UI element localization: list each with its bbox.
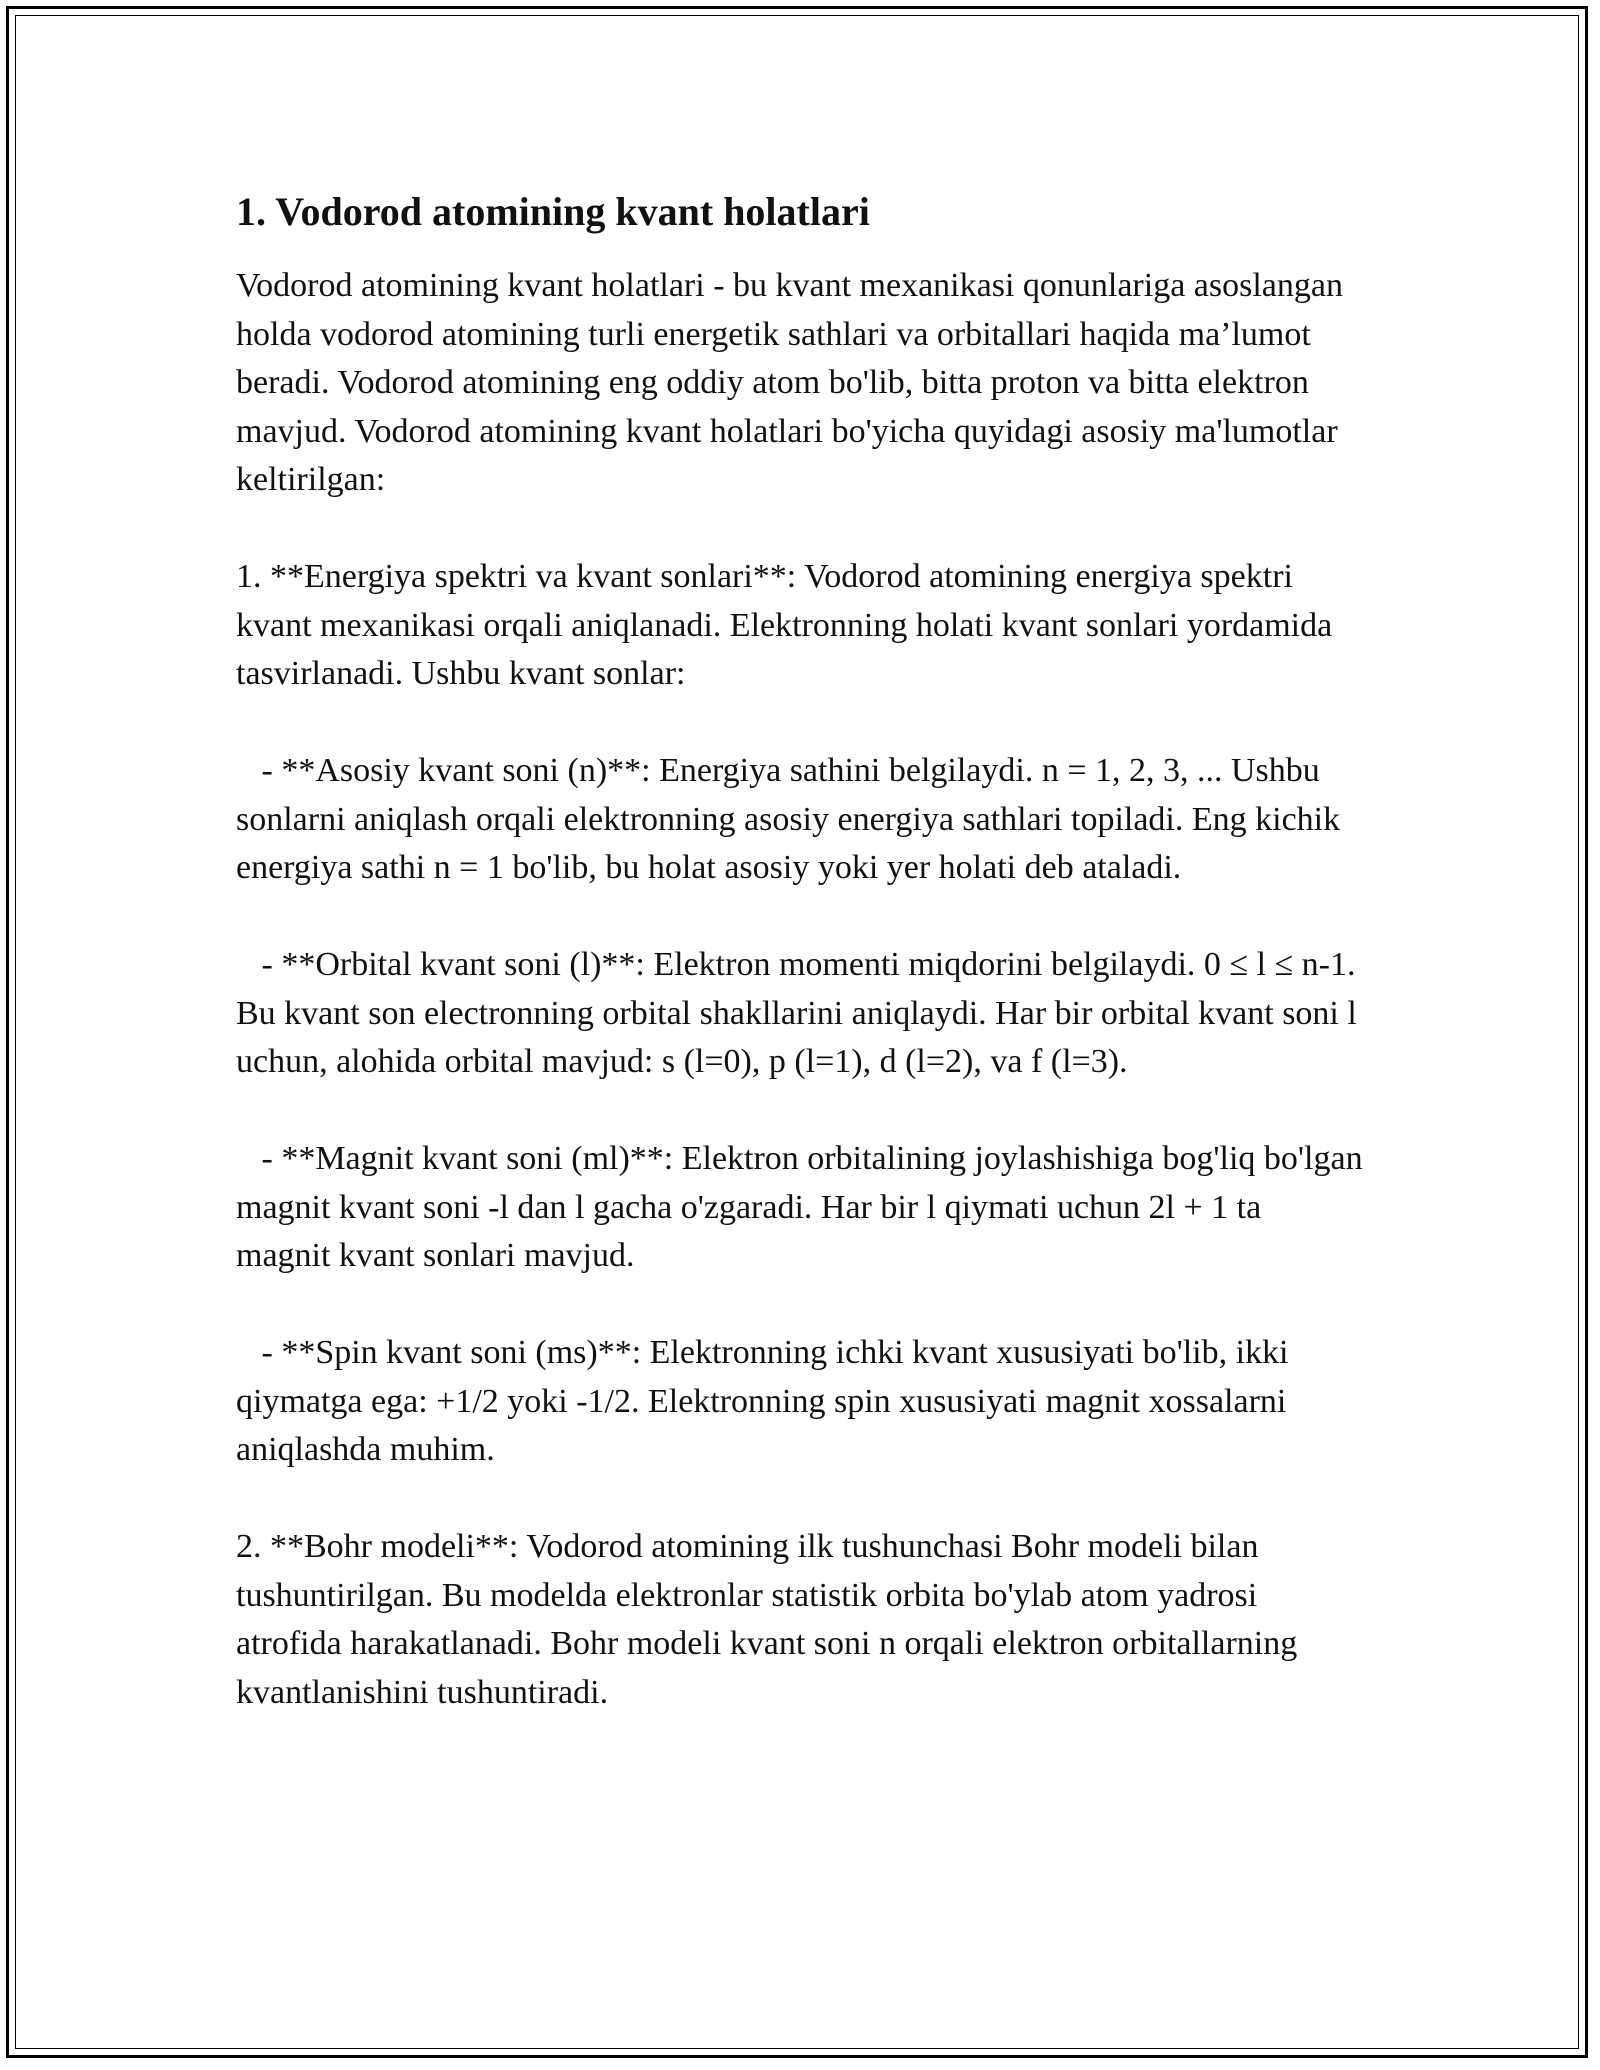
paragraph-gap xyxy=(236,1475,1364,1524)
bohr-model-paragraph: 2. **Bohr modeli**: Vodorod atomining ilk tushunchasi Bohr modeli bilan tushuntirilgan. Bu modelda elektronlar statistik orbita bo'ylab atom yadrosi atrofida harakatlanadi. Bohr modeli kvant soni n orqali elektron orbitallarning kvantlanishini tushuntiradi. xyxy=(236,1528,1306,1711)
principal-quantum-number-paragraph: - **Asosiy kvant soni (n)**: Energiya sathini belgilaydi. n = 1, 2, 3, ... Ushbu sonlarni aniqlash orqali elektronning asosiy energiya sathlari topiladi. Eng kichik energiya sathi n = 1 bo'lib, bu holat asosiy yoki yer holati deb ataladi. xyxy=(236,752,1349,886)
paragraph-gap xyxy=(236,505,1364,554)
paragraph-gap xyxy=(236,1087,1364,1136)
orbital-quantum-number-paragraph: - **Orbital kvant soni (l)**: Elektron momenti miqdorini belgilaydi. 0 ≤ l ≤ n-1. Bu kvant son electronning orbital shakllarini aniqlaydi. Har bir orbital kvant soni l uchun, alohida orbital mavjud: s (l=0), p (l=1), d (l=2), va f (l=3). xyxy=(236,946,1366,1080)
energy-spectrum-paragraph: 1. **Energiya spektri va kvant sonlari**: Vodorod atomining energiya spektri kvant mexanikasi orqali aniqlanadi. Elektronning holati kvant sonlari yordamida tasvirlanadi. Ushbu kvant sonlar: xyxy=(236,558,1341,692)
spin-quantum-number-paragraph: - **Spin kvant soni (ms)**: Elektronning ichki kvant xususiyati bo'lib, ikki qiymatga ega: +1/2 yoki -1/2. Elektronning spin xususiyati magnit xossalarni aniqlashda muhim. xyxy=(236,1334,1298,1468)
paragraph-gap xyxy=(236,893,1364,942)
magnetic-quantum-number-paragraph: - **Magnit kvant soni (ml)**: Elektron orbitalining joylashishiga bog'liq bo'lgan magnit kvant soni -l dan l gacha o'zgaradi. Har bir l qiymati uchun 2l + 1 ta magnit kvant sonlari mavjud. xyxy=(236,1140,1372,1274)
document-title: 1. Vodorod atomining kvant holatlari xyxy=(236,189,870,234)
intro-paragraph: Vodorod atomining kvant holatlari - bu kvant mexanikasi qonunlariga asoslangan holda vodorod atomining turli energetik sathlari va orbitallari haqida ma’lumot beradi. Vodorod atomining eng oddiy atom bo'lib, bitta proton va bitta elektron mavjud. Vodorod atomining kvant holatlari bo'yicha quyidagi asosiy ma'lumotlar keltirilgan: xyxy=(236,267,1352,498)
document-body xyxy=(236,186,1372,1717)
paragraph-gap xyxy=(236,1281,1364,1330)
paragraph-gap xyxy=(236,699,1364,748)
